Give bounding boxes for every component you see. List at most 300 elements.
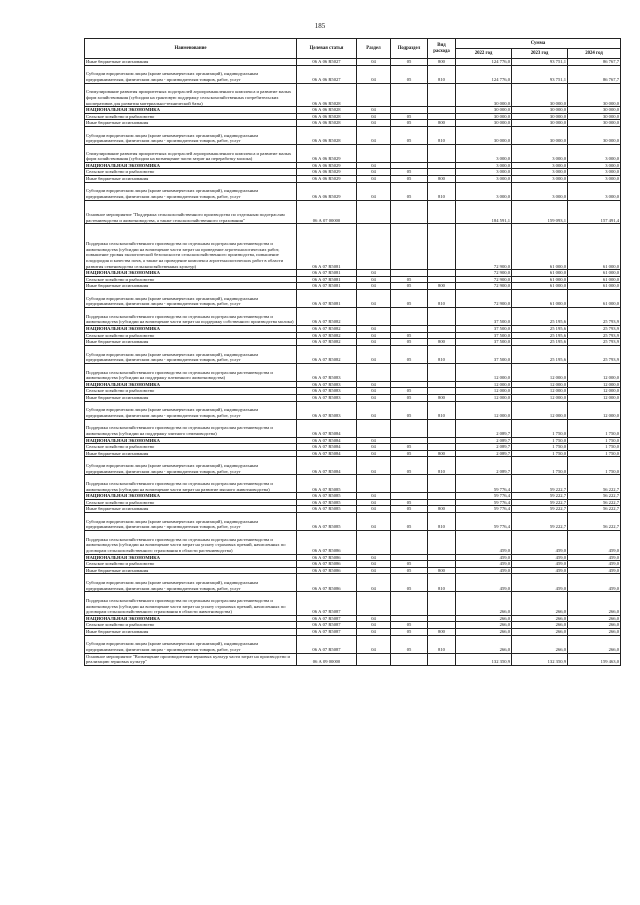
row-section: 04 (357, 113, 391, 120)
row-sum-2022: 72 900,0 (456, 283, 512, 290)
row-subsection (391, 475, 428, 493)
row-sum-2024: 12 000,0 (568, 394, 621, 401)
row-article: 06 А 07 R5082 (297, 332, 357, 339)
row-sum-2024: 159 463,0 (568, 653, 621, 665)
row-sum-2022: 3 000,0 (456, 144, 512, 162)
row-sum-2023: 59 222,7 (512, 513, 568, 531)
row-article: 06 А 06 R5028 (297, 120, 357, 127)
row-section: 04 (357, 345, 391, 363)
row-name: Сельское хозяйство и рыболовство (85, 276, 297, 283)
row-sum-2024: 30 000,0 (568, 120, 621, 127)
row-sum-2022: 59 776,4 (456, 493, 512, 500)
row-article: 06 А 06 R5028 (297, 126, 357, 144)
row-sum-2022: 459,0 (456, 567, 512, 574)
row-expense-type (428, 83, 456, 107)
table-row (85, 567, 621, 574)
row-section: 04 (357, 176, 391, 183)
row-article: 06 А 07 R5087 (297, 629, 357, 636)
row-expense-type (428, 444, 456, 451)
row-sum-2023: 459,0 (512, 574, 568, 592)
row-name: Иные бюджетные ассигнования (85, 59, 297, 66)
row-sum-2022: 72 900,0 (456, 289, 512, 307)
table-row (85, 59, 621, 66)
row-sum-2022: 266,0 (456, 592, 512, 616)
table-row (85, 531, 621, 555)
row-name: Субсидии юридическим лицам (кроме некоммерческих организаций), индивидуальным предпринимателям, физическим лицам - производителям товаров, работ, услуг (85, 457, 297, 475)
row-sum-2023: 12 000,0 (512, 363, 568, 381)
row-name: НАЦИОНАЛЬНАЯ ЭКОНОМИКА (85, 107, 297, 114)
row-sum-2024: 25 793,9 (568, 339, 621, 346)
row-sum-2023: 1 750,0 (512, 444, 568, 451)
table-row (85, 554, 621, 561)
row-subsection (391, 363, 428, 381)
row-subsection (391, 162, 428, 169)
row-sum-2024: 12 000,0 (568, 363, 621, 381)
row-name: Иные бюджетные ассигнования (85, 120, 297, 127)
row-section (357, 200, 391, 224)
row-section: 04 (357, 162, 391, 169)
row-sum-2024: 25 793,9 (568, 325, 621, 332)
row-sum-2024: 25 793,9 (568, 332, 621, 339)
table-row (85, 401, 621, 419)
row-sum-2023: 1 750,0 (512, 457, 568, 475)
row-section (357, 363, 391, 381)
row-name: Сельское хозяйство и рыболовство (85, 622, 297, 629)
row-sum-2024: 1 750,0 (568, 457, 621, 475)
row-article: 06 А 07 R5084 (297, 419, 357, 437)
row-sum-2023: 3 000,0 (512, 162, 568, 169)
row-subsection (391, 307, 428, 325)
row-section (357, 653, 391, 665)
row-sum-2022: 132 350,9 (456, 653, 512, 665)
row-subsection: 05 (391, 388, 428, 395)
table-row (85, 381, 621, 388)
row-section: 04 (357, 457, 391, 475)
row-article: 06 А 07 R5086 (297, 567, 357, 574)
row-expense-type (428, 622, 456, 629)
table-row (85, 450, 621, 457)
row-article: 06 А 07 R5081 (297, 224, 357, 270)
row-expense-type (428, 270, 456, 277)
row-expense-type (428, 381, 456, 388)
row-section: 04 (357, 325, 391, 332)
row-article: 06 А 06 R5028 (297, 113, 357, 120)
row-sum-2022: 124 776,0 (456, 59, 512, 66)
row-sum-2024: 56 222,7 (568, 513, 621, 531)
row-sum-2022: 2 089,7 (456, 437, 512, 444)
row-sum-2023: 25 195,6 (512, 332, 568, 339)
row-sum-2024: 3 000,0 (568, 182, 621, 200)
row-sum-2022: 12 000,0 (456, 381, 512, 388)
row-sum-2022: 37 500,0 (456, 325, 512, 332)
row-sum-2022: 2 089,7 (456, 444, 512, 451)
row-expense-type: 810 (428, 574, 456, 592)
row-name: Иные бюджетные ассигнования (85, 394, 297, 401)
row-sum-2023: 132 350,9 (512, 653, 568, 665)
row-expense-type (428, 200, 456, 224)
row-sum-2023: 61 000,0 (512, 283, 568, 290)
row-expense-type (428, 332, 456, 339)
row-sum-2022: 12 000,0 (456, 388, 512, 395)
row-expense-type: 800 (428, 567, 456, 574)
row-article: 06 А 07 R5085 (297, 493, 357, 500)
row-subsection (391, 437, 428, 444)
row-name: НАЦИОНАЛЬНАЯ ЭКОНОМИКА (85, 162, 297, 169)
row-sum-2022: 3 000,0 (456, 182, 512, 200)
row-expense-type: 800 (428, 120, 456, 127)
header-sum: Сумма (456, 39, 621, 49)
row-article: 06 А 07 R5082 (297, 325, 357, 332)
row-name: Субсидии юридическим лицам (кроме некоммерческих организаций), индивидуальным предпринимателям, физическим лицам - производителям товаров, работ, услуг (85, 401, 297, 419)
row-sum-2023: 1 750,0 (512, 450, 568, 457)
row-section: 04 (357, 182, 391, 200)
row-sum-2023: 30 000,0 (512, 83, 568, 107)
row-subsection (391, 200, 428, 224)
row-name: Иные бюджетные ассигнования (85, 283, 297, 290)
row-section: 04 (357, 499, 391, 506)
row-sum-2022: 59 776,4 (456, 513, 512, 531)
row-sum-2022: 459,0 (456, 531, 512, 555)
row-subsection: 05 (391, 345, 428, 363)
row-sum-2024: 1 750,0 (568, 444, 621, 451)
row-section: 04 (357, 381, 391, 388)
row-section: 04 (357, 169, 391, 176)
row-sum-2022: 30 000,0 (456, 126, 512, 144)
row-subsection (391, 144, 428, 162)
row-expense-type (428, 561, 456, 568)
row-sum-2023: 12 000,0 (512, 394, 568, 401)
row-name: Сельское хозяйство и рыболовство (85, 388, 297, 395)
table-row (85, 65, 621, 83)
row-sum-2022: 37 500,0 (456, 339, 512, 346)
row-expense-type: 800 (428, 506, 456, 513)
table-body (85, 59, 621, 666)
row-name: Поддержка сельскохозяйственного производства по отдельным подотраслям растениеводства и животноводства (субсидии на возмещение части затрат на уплату страховых премий, начисленных по договорам сельскохозяйственного страхования в области растениеводства) (85, 531, 297, 555)
table-row (85, 457, 621, 475)
row-article: 06 А 07 R5084 (297, 444, 357, 451)
row-sum-2023: 61 000,0 (512, 276, 568, 283)
header-year-2024: 2024 год (568, 49, 621, 59)
row-name: Субсидии юридическим лицам (кроме некоммерческих организаций), индивидуальным предпринимателям, физическим лицам - производителям товаров, работ, услуг (85, 574, 297, 592)
row-expense-type: 810 (428, 635, 456, 653)
row-article: 06 А 07 R5083 (297, 394, 357, 401)
row-sum-2024: 3 000,0 (568, 176, 621, 183)
row-subsection (391, 592, 428, 616)
row-sum-2022: 459,0 (456, 574, 512, 592)
row-sum-2024: 56 222,7 (568, 493, 621, 500)
row-expense-type (428, 592, 456, 616)
table-row (85, 394, 621, 401)
row-name: Иные бюджетные ассигнования (85, 450, 297, 457)
table-row (85, 332, 621, 339)
row-section: 04 (357, 629, 391, 636)
row-sum-2023: 459,0 (512, 554, 568, 561)
row-expense-type (428, 653, 456, 665)
row-subsection: 05 (391, 113, 428, 120)
row-sum-2023: 459,0 (512, 567, 568, 574)
row-subsection (391, 381, 428, 388)
row-sum-2024: 61 000,0 (568, 276, 621, 283)
row-section (357, 83, 391, 107)
row-sum-2022: 266,0 (456, 635, 512, 653)
row-article: 06 А 07 R5084 (297, 437, 357, 444)
row-subsection (391, 531, 428, 555)
row-name: Субсидии юридическим лицам (кроме некоммерческих организаций), индивидуальным предпринимателям, физическим лицам - производителям товаров, работ, услуг (85, 126, 297, 144)
row-article: 06 А 07 R5087 (297, 592, 357, 616)
table-row (85, 506, 621, 513)
row-expense-type (428, 437, 456, 444)
row-subsection: 05 (391, 182, 428, 200)
row-article: 06 А 06 R5029 (297, 144, 357, 162)
row-sum-2023: 12 000,0 (512, 401, 568, 419)
header-expense-type: Вид расхода (428, 39, 456, 59)
row-sum-2023: 30 000,0 (512, 126, 568, 144)
header-year-2023: 2023 год (512, 49, 568, 59)
row-sum-2023: 3 000,0 (512, 169, 568, 176)
row-sum-2022: 59 776,4 (456, 499, 512, 506)
row-name: Стимулирование развития приоритетных подотраслей агропромышленного комплекса и развитие малых форм хозяйствования (субсидии на грантовую поддержку сельскохозяйственных потребительских кооперативов для развития материально-технической базы) (85, 83, 297, 107)
row-expense-type (428, 107, 456, 114)
row-article: 06 А 07 R5083 (297, 363, 357, 381)
row-sum-2022: 12 000,0 (456, 401, 512, 419)
row-expense-type (428, 554, 456, 561)
row-section: 04 (357, 493, 391, 500)
row-expense-type: 800 (428, 339, 456, 346)
row-sum-2024: 3 000,0 (568, 162, 621, 169)
row-article: 06 А 07 R5086 (297, 561, 357, 568)
row-sum-2024: 30 000,0 (568, 113, 621, 120)
row-article: 06 А 07 R5084 (297, 450, 357, 457)
header-year-2022: 2022 год (456, 49, 512, 59)
row-article: 06 А 06 R5029 (297, 182, 357, 200)
row-article: 06 А 06 R5028 (297, 83, 357, 107)
row-name: Поддержка сельскохозяйственного производства по отдельным подотраслям растениеводства и животноводства (субсидии на возмещение части затрат на уплату страховых премий, начисленных по договорам сельскохозяйственного страхования в области животноводства) (85, 592, 297, 616)
row-section: 04 (357, 554, 391, 561)
row-name: Сельское хозяйство и рыболовство (85, 499, 297, 506)
row-section: 04 (357, 444, 391, 451)
row-article: 06 А 07 R5083 (297, 388, 357, 395)
row-sum-2022: 266,0 (456, 615, 512, 622)
row-expense-type: 810 (428, 401, 456, 419)
row-section: 04 (357, 635, 391, 653)
table-row (85, 437, 621, 444)
row-sum-2024: 266,0 (568, 622, 621, 629)
row-expense-type: 810 (428, 289, 456, 307)
row-expense-type (428, 475, 456, 493)
row-subsection: 05 (391, 401, 428, 419)
table-row (85, 169, 621, 176)
row-article: 06 А 07 R5087 (297, 622, 357, 629)
row-sum-2024: 266,0 (568, 635, 621, 653)
row-name: НАЦИОНАЛЬНАЯ ЭКОНОМИКА (85, 325, 297, 332)
table-row (85, 325, 621, 332)
row-section: 04 (357, 567, 391, 574)
row-sum-2023: 3 000,0 (512, 182, 568, 200)
row-name: НАЦИОНАЛЬНАЯ ЭКОНОМИКА (85, 437, 297, 444)
row-sum-2022: 72 900,0 (456, 224, 512, 270)
row-article: 06 А 09 00000 (297, 653, 357, 665)
row-sum-2024: 157 491,4 (568, 200, 621, 224)
row-sum-2022: 124 776,0 (456, 65, 512, 83)
row-name: Иные бюджетные ассигнования (85, 506, 297, 513)
row-sum-2022: 184 591,1 (456, 200, 512, 224)
row-subsection (391, 554, 428, 561)
row-article: 06 А 07 R5086 (297, 574, 357, 592)
row-section: 04 (357, 276, 391, 283)
table-row (85, 363, 621, 381)
row-name: Сельское хозяйство и рыболовство (85, 113, 297, 120)
row-subsection: 05 (391, 394, 428, 401)
row-sum-2024: 459,0 (568, 561, 621, 568)
row-subsection: 05 (391, 635, 428, 653)
row-expense-type (428, 325, 456, 332)
header-section: Раздел (357, 39, 391, 59)
row-sum-2024: 56 222,7 (568, 475, 621, 493)
row-expense-type: 810 (428, 182, 456, 200)
row-sum-2022: 459,0 (456, 561, 512, 568)
row-sum-2023: 266,0 (512, 635, 568, 653)
row-article: 06 А 06 R5028 (297, 107, 357, 114)
table-row (85, 289, 621, 307)
row-name: Поддержка сельскохозяйственного производства по отдельным подотраслям растениеводства и животноводства (субсидии на поддержку элитного семеноводства) (85, 419, 297, 437)
row-expense-type (428, 531, 456, 555)
row-sum-2024: 3 000,0 (568, 169, 621, 176)
row-subsection: 05 (391, 65, 428, 83)
table-row (85, 107, 621, 114)
row-sum-2023: 59 222,7 (512, 493, 568, 500)
page-number: 185 (314, 22, 326, 30)
row-sum-2023: 266,0 (512, 592, 568, 616)
row-sum-2023: 25 195,6 (512, 307, 568, 325)
row-section: 04 (357, 289, 391, 307)
row-sum-2022: 2 089,7 (456, 450, 512, 457)
table-row (85, 629, 621, 636)
row-name: Субсидии юридическим лицам (кроме некоммерческих организаций), индивидуальным предпринимателям, физическим лицам - производителям товаров, работ, услуг (85, 289, 297, 307)
table-row (85, 513, 621, 531)
row-sum-2023: 3 000,0 (512, 144, 568, 162)
row-name: Субсидии юридическим лицам (кроме некоммерческих организаций), индивидуальным предпринимателям, физическим лицам - производителям товаров, работ, услуг (85, 635, 297, 653)
row-sum-2023: 59 222,7 (512, 506, 568, 513)
row-sum-2022: 37 500,0 (456, 332, 512, 339)
row-article: 06 А 06 R5029 (297, 176, 357, 183)
row-expense-type (428, 499, 456, 506)
row-article: 06 А 07 R5081 (297, 270, 357, 277)
row-expense-type (428, 162, 456, 169)
row-subsection: 05 (391, 120, 428, 127)
row-expense-type: 810 (428, 513, 456, 531)
row-sum-2024: 459,0 (568, 554, 621, 561)
row-subsection (391, 325, 428, 332)
row-sum-2024: 86 767,7 (568, 59, 621, 66)
table-row (85, 113, 621, 120)
row-sum-2022: 37 500,0 (456, 307, 512, 325)
row-sum-2022: 12 000,0 (456, 394, 512, 401)
row-sum-2024: 30 000,0 (568, 126, 621, 144)
row-section (357, 592, 391, 616)
row-sum-2024: 459,0 (568, 531, 621, 555)
row-section: 04 (357, 622, 391, 629)
row-name: Основное мероприятие "Поддержка сельскохозяйственного производства по отдельным подотраслям растениеводства и животноводства, а также сельскохозяйственного страхования" (85, 200, 297, 224)
table-row (85, 419, 621, 437)
row-name: НАЦИОНАЛЬНАЯ ЭКОНОМИКА (85, 493, 297, 500)
row-subsection: 05 (391, 622, 428, 629)
row-name: Поддержка сельскохозяйственного производства по отдельным подотраслям растениеводства и животноводства (субсидии на поддержку племенного животноводства) (85, 363, 297, 381)
row-subsection: 05 (391, 289, 428, 307)
row-expense-type (428, 388, 456, 395)
row-subsection (391, 419, 428, 437)
row-sum-2023: 266,0 (512, 615, 568, 622)
row-sum-2022: 2 089,7 (456, 419, 512, 437)
row-section (357, 224, 391, 270)
row-sum-2022: 12 000,0 (456, 363, 512, 381)
row-sum-2023: 93 751,1 (512, 59, 568, 66)
row-sum-2024: 61 000,0 (568, 270, 621, 277)
row-sum-2022: 3 000,0 (456, 162, 512, 169)
row-article: 06 А 06 R5029 (297, 169, 357, 176)
row-subsection: 05 (391, 276, 428, 283)
row-sum-2022: 266,0 (456, 622, 512, 629)
table-row (85, 574, 621, 592)
row-expense-type (428, 615, 456, 622)
budget-table (84, 38, 621, 666)
row-section (357, 307, 391, 325)
row-name: Стимулирование развития приоритетных подотраслей агропромышленного комплекса и развитие малых форм хозяйствования (субсидии на возмещение части затрат на переработку молока) (85, 144, 297, 162)
row-name: НАЦИОНАЛЬНАЯ ЭКОНОМИКА (85, 615, 297, 622)
row-sum-2024: 61 000,0 (568, 289, 621, 307)
row-name: Субсидии юридическим лицам (кроме некоммерческих организаций), индивидуальным предпринимателям, физическим лицам - производителям товаров, работ, услуг (85, 345, 297, 363)
row-expense-type: 800 (428, 176, 456, 183)
table-row (85, 283, 621, 290)
row-section: 04 (357, 283, 391, 290)
row-article: 06 А 06 R5027 (297, 65, 357, 83)
row-article: 06 А 07 R5081 (297, 289, 357, 307)
table-row (85, 339, 621, 346)
row-section: 04 (357, 561, 391, 568)
row-article: 06 А 07 R5081 (297, 283, 357, 290)
table-row (85, 499, 621, 506)
row-sum-2024: 1 750,0 (568, 419, 621, 437)
row-sum-2023: 3 000,0 (512, 176, 568, 183)
row-article: 06 А 06 R5027 (297, 59, 357, 66)
row-section: 04 (357, 506, 391, 513)
row-name: Субсидии юридическим лицам (кроме некоммерческих организаций), индивидуальным предпринимателям, физическим лицам - производителям товаров, работ, услуг (85, 65, 297, 83)
row-expense-type: 810 (428, 345, 456, 363)
row-sum-2023: 1 750,0 (512, 419, 568, 437)
row-article: 06 А 07 R5081 (297, 276, 357, 283)
row-article: 06 А 07 R5082 (297, 307, 357, 325)
row-section: 04 (357, 126, 391, 144)
row-name: Основное мероприятие "Возмещение производителям зерновых культур части затрат на производство и реализацию зерновых культур" (85, 653, 297, 665)
row-subsection (391, 107, 428, 114)
table-row (85, 653, 621, 665)
header-subsection: Подраздел (391, 39, 428, 59)
row-name: Иные бюджетные ассигнования (85, 629, 297, 636)
table-row (85, 120, 621, 127)
row-name: Субсидии юридическим лицам (кроме некоммерческих организаций), индивидуальным предпринимателям, физическим лицам - производителям товаров, работ, услуг (85, 182, 297, 200)
row-expense-type: 810 (428, 457, 456, 475)
row-subsection: 05 (391, 283, 428, 290)
row-subsection: 05 (391, 506, 428, 513)
row-article: 06 А 07 R5085 (297, 499, 357, 506)
row-sum-2023: 61 000,0 (512, 224, 568, 270)
row-subsection (391, 270, 428, 277)
row-section (357, 531, 391, 555)
table-row (85, 345, 621, 363)
row-subsection: 05 (391, 59, 428, 66)
row-sum-2023: 159 093,1 (512, 200, 568, 224)
row-article: 06 А 07 R5086 (297, 554, 357, 561)
row-sum-2023: 93 751,1 (512, 65, 568, 83)
